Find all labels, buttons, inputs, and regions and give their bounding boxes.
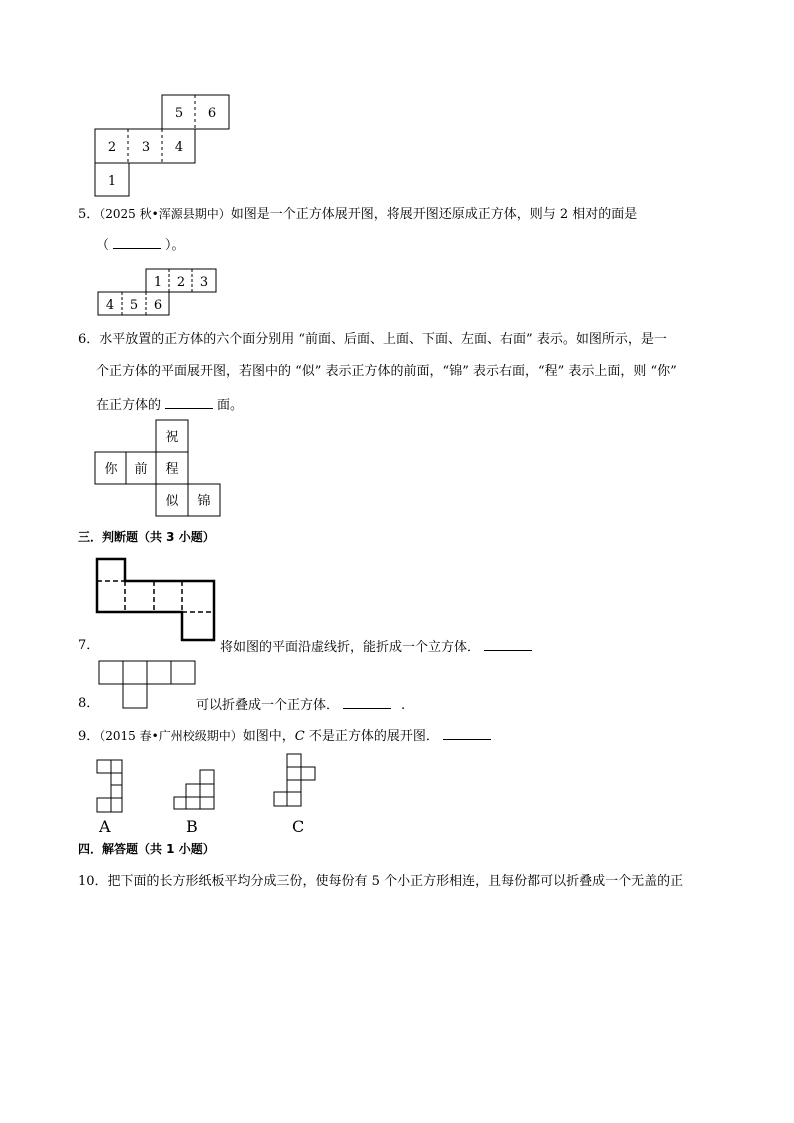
cube-net-figure-q5 — [92, 266, 222, 318]
option-label-b: B — [186, 817, 198, 836]
net-cell: 似 — [165, 494, 179, 509]
question-text: 不是正方体的展开图． — [304, 729, 439, 744]
question-number: 7． — [78, 638, 100, 653]
question-source: （2015 春•广州校级期中） — [99, 729, 243, 743]
section-title-4: 四．解答题（共 1 小题） — [78, 842, 215, 856]
question-text: 如图中， — [242, 729, 295, 744]
net-cell: 前 — [134, 462, 148, 477]
question-text: 如图是一个正方体展开图，将展开图还原成正方体，则与 2 相对的面是 — [230, 207, 638, 222]
question-9 — [78, 727, 495, 745]
cube-net-figure-q8 — [96, 658, 198, 710]
net-cell: 3 — [199, 275, 209, 290]
question-6-line-1 — [78, 332, 667, 348]
question-number: 9． — [78, 729, 100, 744]
option-figure-b — [172, 768, 218, 812]
question-text: 把下面的长方形纸板平均分成三份，使每份有 5 个小正方形相连，且每份都可以折叠成一个无盖的正 — [107, 874, 684, 889]
net-cell: 锦 — [197, 494, 211, 509]
answer-blank-q7[interactable] — [484, 638, 532, 651]
net-cell: 1 — [153, 275, 163, 290]
question-6-line-3 — [96, 396, 243, 414]
variable-c: C — [294, 729, 305, 744]
net-cell: 你 — [104, 462, 118, 477]
option-figure-a — [94, 758, 126, 816]
question-text: 水平放置的正方体的六个面分别用 “前面、后面、上面、下面、左面、右面” 表示。如图所示，是一 — [99, 332, 667, 347]
question-end: . — [401, 698, 406, 713]
section-title-3: 三．判断题（共 3 小题） — [78, 530, 215, 544]
question-text: 在正方体的 — [96, 398, 162, 413]
question-text: 个正方体的平面展开图，若图中的 “似” 表示正方体的前面，“锦” 表示右面，“程” 表示上面，则 “你” — [96, 364, 677, 379]
net-cell: 5 — [174, 106, 184, 121]
option-figure-c — [272, 752, 320, 810]
net-cell: 6 — [153, 298, 163, 313]
question-number: 10． — [78, 874, 108, 889]
question-8-text — [196, 696, 405, 714]
net-cell: 5 — [129, 298, 139, 313]
answer-blank-q5[interactable] — [113, 236, 161, 249]
net-cell: 祝 — [165, 430, 179, 445]
question-source: （2025 秋•浑源县期中） — [99, 207, 231, 221]
cube-net-figure-q6 — [92, 418, 224, 520]
option-label-a: A — [99, 817, 111, 836]
question-text: 面。 — [217, 398, 244, 413]
net-cell: 3 — [141, 140, 151, 155]
net-cell: 2 — [107, 140, 117, 155]
net-cell: 2 — [176, 275, 186, 290]
question-text: 将如图的平面沿虚线折，能折成一个立方体． — [220, 640, 481, 655]
question-number: 6． — [78, 332, 100, 347]
net-cell: 4 — [174, 140, 184, 155]
question-7 — [78, 638, 99, 654]
cube-net-figure-q7 — [94, 556, 218, 644]
net-cell: 程 — [165, 462, 179, 477]
question-5-line-2 — [96, 236, 185, 254]
paren-close: ）。 — [165, 238, 185, 253]
question-5-line-1 — [78, 206, 637, 223]
question-10 — [78, 874, 683, 890]
question-7-text — [220, 638, 536, 656]
question-text: 可以折叠成一个正方体． — [196, 698, 340, 713]
question-number: 8． — [78, 696, 100, 711]
cube-net-figure-q4 — [90, 90, 240, 200]
net-cell: 4 — [105, 298, 115, 313]
net-cell: 6 — [207, 106, 217, 121]
answer-blank-q6[interactable] — [165, 396, 213, 409]
answer-blank-q8[interactable] — [343, 696, 391, 709]
paren-open: （ — [96, 238, 110, 253]
question-6-line-2 — [96, 364, 677, 380]
answer-blank-q9[interactable] — [443, 727, 491, 740]
question-8 — [78, 696, 99, 712]
net-cell: 1 — [107, 174, 117, 189]
option-label-c: C — [292, 817, 305, 836]
question-number: 5． — [78, 207, 100, 222]
